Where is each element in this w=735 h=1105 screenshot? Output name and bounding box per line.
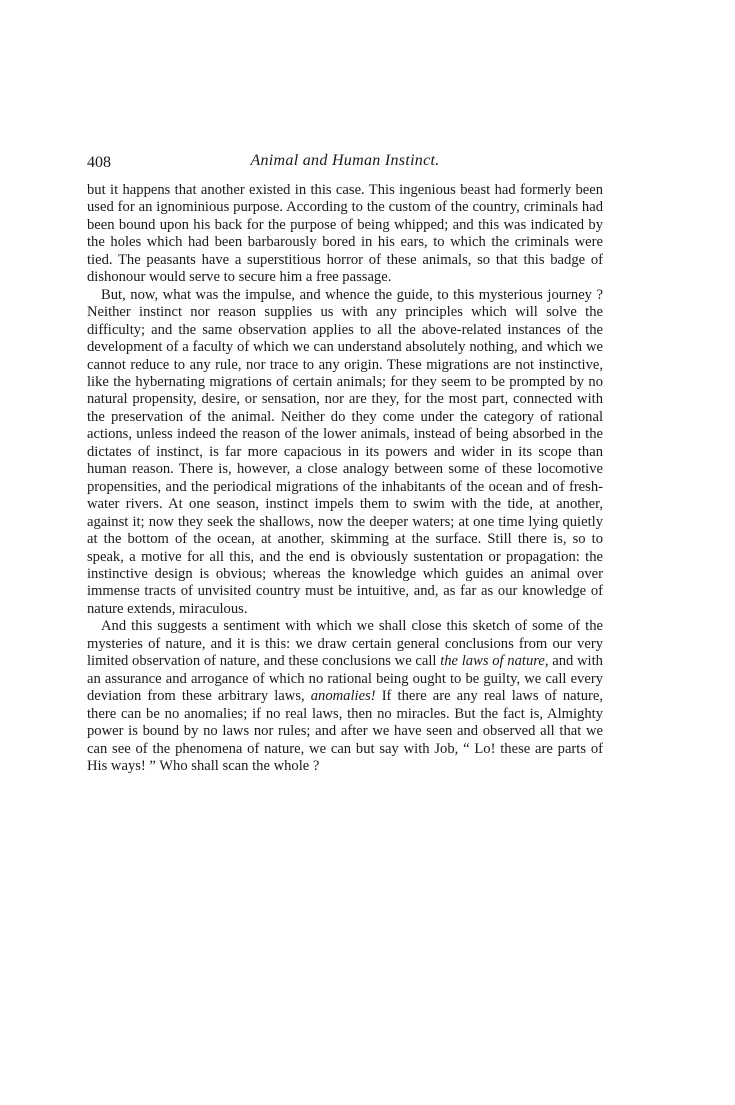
running-head [87, 152, 603, 176]
body-text [87, 182, 603, 775]
italic-phrase: the laws of nature, [440, 653, 549, 670]
text-run: But, now, what was the impulse, and whence the guide, to this mysterious journey ? Neither instinct nor reason supplies us with any principles which will solve the difficulty; and the same observation applies to all the above-related instances of the development of a faculty of which we can understand absolutely nothing, and which we cannot reduce to any rule, nor trace to any origin. These migrations are not instinctive, like the hybernating migrations of certain animals; for they seem to be prompted by no natural propensity, desire, or sensation, nor are they, for the most part, connected with the preservation of the animal. Neither do they come under the category of rational actions, unless indeed the reason of the lower animals, instead of being absorbed in the dictates of instinct, is far more capacious in its powers and wider in its scope than human reason. There is, however, a close analogy between some of these locomotive propensities, and the periodical migrations of the inhabitants of the ocean and of fresh-water rivers. At one season, instinct impels them to swim with the tide, at another, against it; now they seek the shallows, now the deeper waters; at one time lying quietly at the bottom of the ocean, at another, skimming at the surface. Still there is, so to speak, a motive for all this, and the end is obviously sustentation or propagation: the instinctive design is obvious; whereas the knowledge which guides an animal over immense tracts of unvisited country must be intuitive, and, as far as our knowledge of nature extends, miraculous. [87, 286, 603, 617]
italic-phrase: anomalies! [310, 688, 376, 705]
paragraph [87, 182, 603, 287]
page-number: 408 [87, 154, 111, 171]
running-title: Animal and Human Instinct. [250, 152, 440, 169]
book-page [87, 152, 603, 775]
paragraph [87, 287, 603, 619]
text-run: And this suggests a sentiment with which we shall close this sketch of some of the mysteries of nature, and it is this: we draw certain general conclusions from our very limited observation of nature, and these conclusions we call [87, 618, 603, 670]
text-run: If there are any real laws of nature, there can be no anomalies; if no real laws, then no miracles. But the fact is, Almighty power is bound by no laws nor rules; and after we have seen and observed all that we can see of the phenomena of nature, we can but say with Job, “ Lo! these are parts of His ways! ” Who shall scan the whole ? [87, 688, 603, 774]
text-run: and with an assurance and arrogance of which no rational being ought to be guilty, we call every deviation from these arbitrary laws, [87, 653, 603, 705]
text-run: but it happens that another existed in this case. This ingenious beast had formerly been used for an ignominious purpose. According to the custom of the country, criminals had been bound upon his back for the purpose of being whipped; and this was indicated by the holes which had been barbarously bored in his ears, to which the criminals were tied. The peasants have a superstitious horror of these animals, so that this badge of dishonour would serve to secure him a free passage. [87, 182, 603, 286]
paragraph [87, 618, 603, 775]
